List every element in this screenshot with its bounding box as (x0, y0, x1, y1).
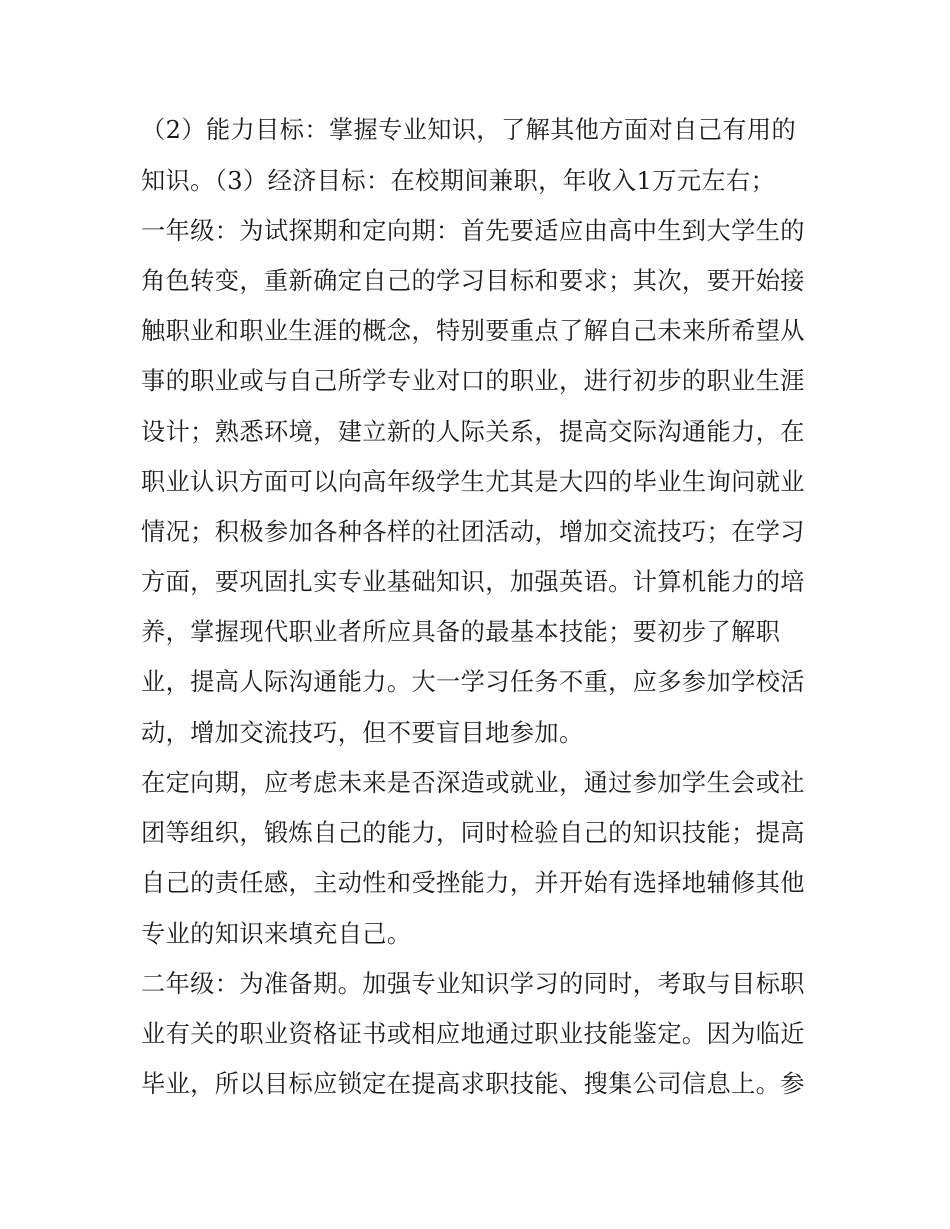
text-line: 在定向期，应考虑未来是否深造或就业，通过参加学生会或社 (141, 769, 805, 797)
text-line: 设计；熟悉环境，建立新的人际关系，提高交际沟通能力，在 (141, 418, 805, 446)
text-line: 专业的知识来填充自己。 (141, 920, 412, 948)
text-line: 事的职业或与自己所学专业对口的职业，进行初步的职业生涯 (141, 367, 805, 395)
text-line: 养，掌握现代职业者所应具备的最基本技能；要初步了解职 (141, 618, 781, 646)
text-line: 二年级：为准备期。加强专业知识学习的同时，考取与目标职 (141, 970, 805, 998)
text-line: 团等组织，锻炼自己的能力，同时检验自己的知识技能；提高 (141, 819, 805, 847)
text-line: 一年级：为试探期和定向期：首先要适应由高中生到大学生的 (141, 217, 805, 245)
text-line: 业有关的职业资格证书或相应地通过职业技能鉴定。因为临近 (141, 1020, 805, 1048)
text-line: 业，提高人际沟通能力。大一学习任务不重，应多参加学校活 (141, 668, 805, 696)
text-line: 动，增加交流技巧，但不要盲目地参加。 (141, 719, 584, 747)
text-line: 角色转变，重新确定自己的学习目标和要求；其次，要开始接 (141, 267, 805, 295)
text-line: 方面，要巩固扎实专业基础知识，加强英语。计算机能力的培 (141, 568, 805, 596)
text-line: （2）能力目标：掌握专业知识，了解其他方面对自己有用的 (141, 116, 797, 144)
text-line: 毕业，所以目标应锁定在提高求职技能、搜集公司信息上。参 (141, 1070, 805, 1098)
text-line: 情况；积极参加各种各样的社团活动，增加交流技巧；在学习 (141, 518, 805, 546)
text-line: 知识。（3）经济目标：在校期间兼职，年收入1万元左右； (141, 167, 776, 195)
text-line: 触职业和职业生涯的概念，特别要重点了解自己未来所希望从 (141, 317, 805, 345)
text-line: 自己的责任感，主动性和受挫能力，并开始有选择地辅修其他 (141, 869, 805, 897)
text-line: 职业认识方面可以向高年级学生尤其是大四的毕业生询问就业 (141, 468, 805, 496)
